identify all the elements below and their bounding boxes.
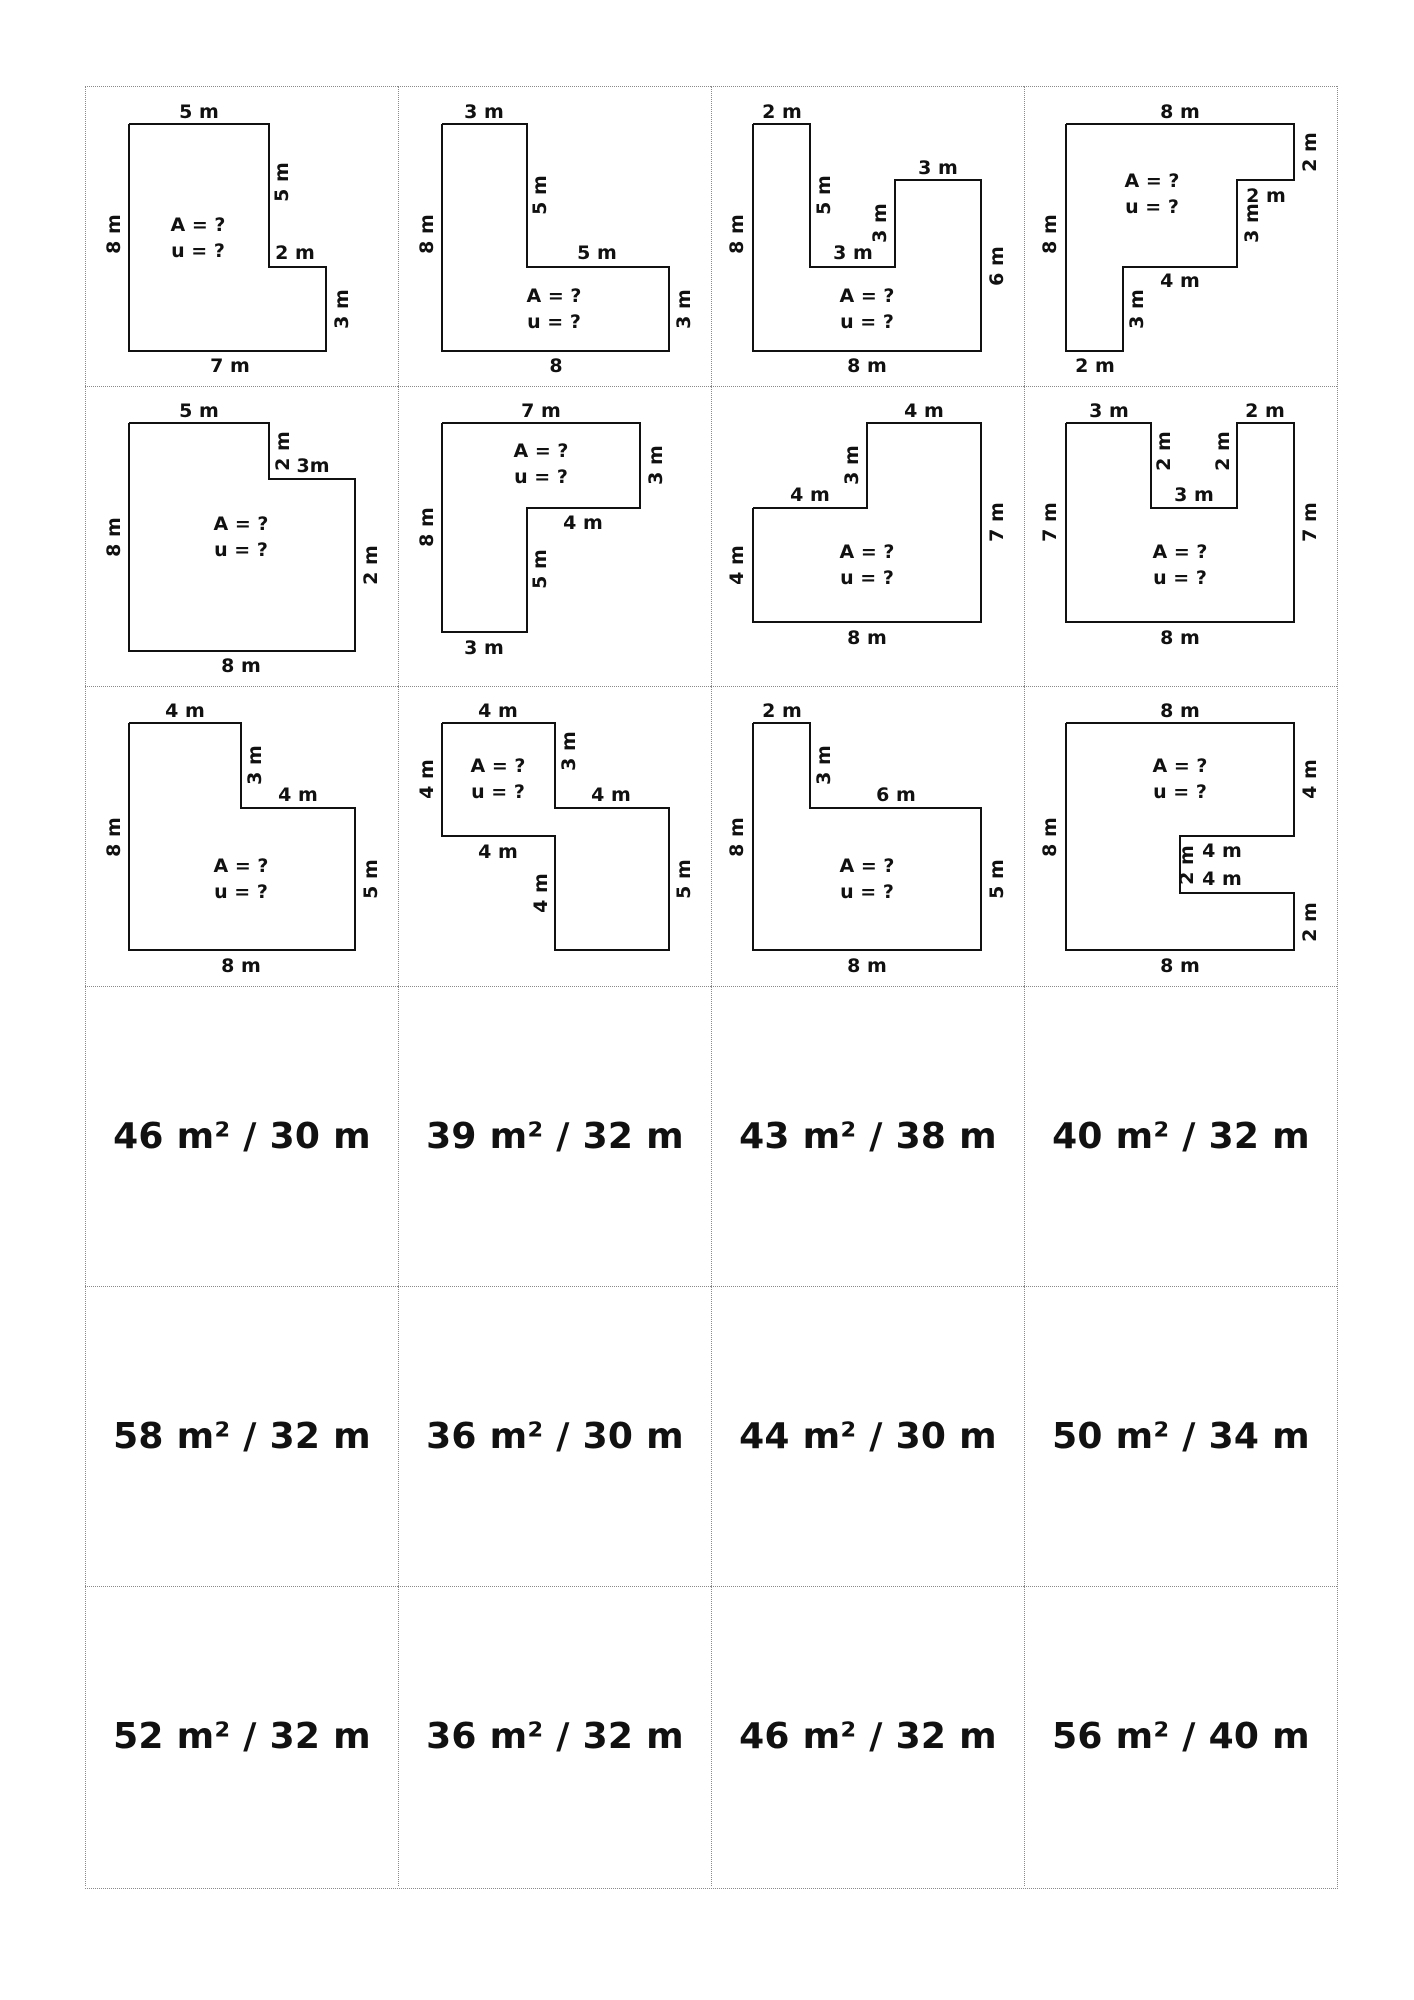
dimension-label: 2 m [272,431,294,471]
dimension-label: 8 m [726,214,748,254]
answer-card [85,1286,398,1586]
dimension-label: 7 m [1039,502,1061,542]
dimension-label: 5 m [179,101,219,123]
dimension-label: 8 m [221,955,261,977]
dimension-label: 4 m [530,873,552,913]
shape-figure [399,687,712,987]
answer-text: 39 m² / 32 m [426,1116,684,1157]
answer-card [398,1586,711,1886]
dimension-label: 3 m [464,101,504,123]
dimension-label: 8 m [221,655,261,677]
dimension-label: 8 m [726,817,748,857]
card-grid [85,86,1338,1889]
dimension-label: 2 m [762,700,802,722]
dimension-label: 3 m [1126,289,1148,329]
answer-text: 36 m² / 30 m [426,1416,684,1457]
dimension-label: 4 m [1202,840,1242,862]
answer-text: 44 m² / 30 m [739,1416,997,1457]
dimension-label: 2 m [275,242,315,264]
dimension-label: 8 m [103,214,125,254]
dimension-label: 6 m [876,784,916,806]
dimension-label: 5 m [673,859,695,899]
area-question: A = ? [470,755,526,777]
dimension-label: 3m [296,455,330,477]
area-question: A = ? [170,214,226,236]
dimension-label: 3 m [841,445,863,485]
shape-outline [753,723,981,950]
shape-figure [712,687,1025,987]
shape-figure [86,87,399,387]
dimension-label: 3 m [869,203,891,243]
shape-figure [712,87,1025,387]
perimeter-question: u = ? [514,466,568,488]
dimension-label: 2 m [1246,185,1286,207]
shape-card [85,386,398,686]
dimension-label: 2 m [360,545,382,585]
dimension-label: 8 m [1160,700,1200,722]
shape-card [398,86,711,386]
dimension-label: 8 m [1039,817,1061,857]
dimension-label: 8 m [103,517,125,557]
dimension-label: 5 m [271,162,293,202]
shape-card [1024,86,1337,386]
dimension-label: 7 m [210,355,250,377]
dimension-label: 4 m [1160,270,1200,292]
dimension-label: 8 m [103,817,125,857]
dimension-label: 2 m [1075,355,1115,377]
answer-card [711,1586,1024,1886]
shape-figure [399,87,712,387]
dimension-label: 5 m [179,400,219,422]
dimension-label: 5 m [360,859,382,899]
dimension-label: 2 m [1299,902,1321,942]
dimension-label: 3 m [833,242,873,264]
perimeter-question: u = ? [1153,567,1207,589]
dimension-label: 8 m [1039,214,1061,254]
dimension-label: 4 m [478,841,518,863]
area-question: A = ? [513,440,569,462]
answer-text: 50 m² / 34 m [1052,1416,1310,1457]
dimension-label: 5 m [577,242,617,264]
answer-text: 43 m² / 38 m [739,1116,997,1157]
area-question: A = ? [213,855,269,877]
shape-figure [1025,387,1338,687]
dimension-label: 3 m [1241,203,1263,243]
dimension-label: 7 m [521,400,561,422]
shape-card [711,86,1024,386]
answer-text: 52 m² / 32 m [113,1716,371,1757]
dimension-label: 5 m [813,175,835,215]
area-question: A = ? [1124,170,1180,192]
perimeter-question: u = ? [1125,196,1179,218]
perimeter-question: u = ? [214,881,268,903]
dimension-label: 2 m [1299,132,1321,172]
worksheet [85,86,1337,1888]
dimension-label: 3 m [244,745,266,785]
answer-text: 46 m² / 32 m [739,1716,997,1757]
shape-figure [399,387,712,687]
shape-figure [1025,687,1338,987]
answer-card [1024,1286,1337,1586]
perimeter-question: u = ? [527,311,581,333]
dimension-label: 3 m [673,289,695,329]
area-question: A = ? [526,285,582,307]
dimension-label: 7 m [1299,502,1321,542]
dimension-label: 4 m [563,512,603,534]
dimension-label: 8 m [847,955,887,977]
answer-card [1024,986,1337,1286]
dimension-label: 2 m [1212,431,1234,471]
shape-figure [712,387,1025,687]
dimension-label: 5 m [986,859,1008,899]
shape-card [1024,386,1337,686]
answer-card [711,1286,1024,1586]
answer-card [85,986,398,1286]
area-question: A = ? [839,541,895,563]
shape-card [85,86,398,386]
dimension-label: 4 m [591,784,631,806]
perimeter-question: u = ? [214,539,268,561]
dimension-label: 2 m [1245,400,1285,422]
answer-text: 56 m² / 40 m [1052,1716,1310,1757]
perimeter-question: u = ? [840,567,894,589]
answer-text: 58 m² / 32 m [113,1416,371,1457]
shape-card [1024,686,1337,986]
dimension-label: 8 m [1160,101,1200,123]
shape-outline [129,124,326,351]
dimension-label: 2 m [762,101,802,123]
area-question: A = ? [1152,755,1208,777]
shape-card [85,686,398,986]
dimension-label: 4 m [278,784,318,806]
answer-card [1024,1586,1337,1886]
dimension-label: 8 m [416,214,438,254]
perimeter-question: u = ? [840,311,894,333]
dimension-label: 8 m [416,507,438,547]
dimension-label: 3 m [813,745,835,785]
answer-card [398,1286,711,1586]
dimension-label: 4 m [726,545,748,585]
dimension-label: 8 m [1160,627,1200,649]
dimension-label: 4 m [478,700,518,722]
dimension-label: 7 m [986,502,1008,542]
dimension-label: 4 m [165,700,205,722]
dimension-label: 3 m [918,157,958,179]
dimension-label: 4 m [1299,759,1321,799]
shape-outline [129,723,355,950]
shape-figure [86,387,399,687]
answer-card [711,986,1024,1286]
dimension-label: 8 m [847,355,887,377]
dimension-label: 5 m [529,549,551,589]
area-question: A = ? [213,513,269,535]
dimension-label: 8 m [1160,955,1200,977]
dimension-label: 4 m [1202,868,1242,890]
shape-card [398,386,711,686]
perimeter-question: u = ? [1153,781,1207,803]
shape-card [711,386,1024,686]
shape-card [711,686,1024,986]
shape-card [398,686,711,986]
dimension-label: 4 m [416,759,438,799]
area-question: A = ? [1152,541,1208,563]
shape-outline [753,423,981,622]
dimension-label: 3 m [1174,484,1214,506]
answer-card [85,1586,398,1886]
shape-figure [1025,87,1338,387]
perimeter-question: u = ? [840,881,894,903]
dimension-label: 4 m [790,484,830,506]
answer-card [398,986,711,1286]
answer-text: 36 m² / 32 m [426,1716,684,1757]
shape-figure [86,687,399,987]
dimension-label: 3 m [464,637,504,659]
dimension-label: 3 m [645,445,667,485]
dimension-label: 6 m [986,246,1008,286]
shape-outline [1066,423,1294,622]
dimension-label: 5 m [529,175,551,215]
perimeter-question: u = ? [471,781,525,803]
dimension-label: 3 m [1089,400,1129,422]
area-question: A = ? [839,285,895,307]
dimension-label: 8 [549,355,563,377]
dimension-label: 2 m [1153,431,1175,471]
answer-text: 46 m² / 30 m [113,1116,371,1157]
dimension-label: 2 m [1176,845,1198,885]
perimeter-question: u = ? [171,240,225,262]
dimension-label: 8 m [847,627,887,649]
answer-text: 40 m² / 32 m [1052,1116,1310,1157]
dimension-label: 3 m [331,289,353,329]
dimension-label: 4 m [904,400,944,422]
area-question: A = ? [839,855,895,877]
dimension-label: 3 m [558,731,580,771]
